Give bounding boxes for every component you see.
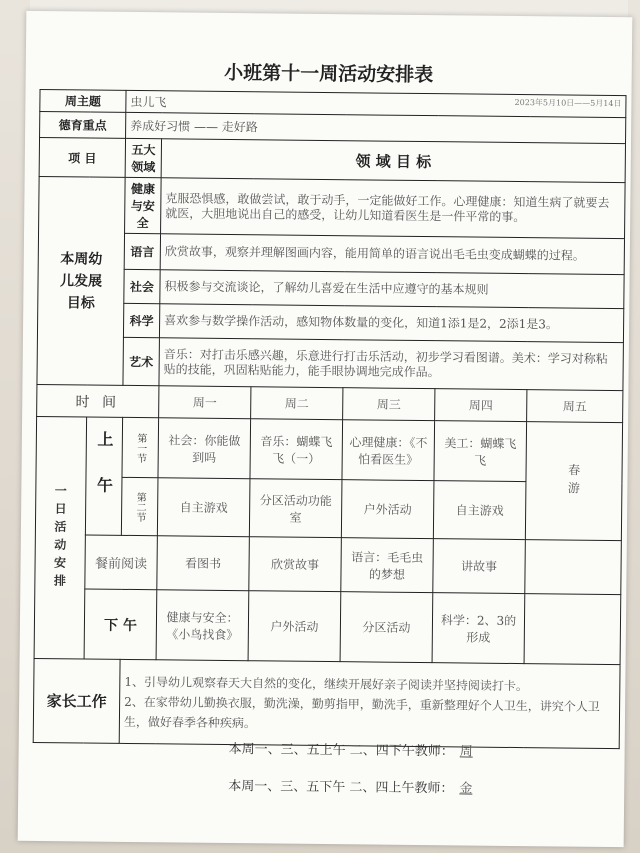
mon-pm: 健康与安全：《小鸟找食》: [156, 590, 249, 661]
page-title: 小班第十一周活动安排表: [224, 61, 434, 87]
mon-meal: 看图书: [157, 536, 250, 591]
date-range: 2023年5月10日——5月14日: [514, 97, 622, 109]
moral-label: 德育重点: [40, 111, 126, 138]
areas-header: 五大领域: [125, 138, 161, 177]
time-header: 时 间: [37, 384, 159, 417]
day-thu: 周四: [435, 389, 527, 422]
fri-pm: [524, 594, 621, 665]
mon-s1: 社会：你能做到吗: [158, 418, 251, 479]
schedule-table: [33, 89, 627, 749]
signature-name-2: 金: [459, 781, 473, 797]
tue-meal: 欣赏故事: [249, 537, 342, 592]
thu-s1: 美工：蝴蝶飞飞: [434, 421, 527, 482]
tue-pm: 户外活动: [248, 591, 341, 662]
wed-s1: 心理健康：《不怕看医生》: [342, 420, 435, 481]
domain-name-art: 艺术: [123, 337, 160, 385]
day-fri: 周五: [527, 390, 623, 423]
domain-text-society: 积极参与交流谈论，了解幼儿喜爱在生活中应遵守的基本规则: [160, 270, 624, 309]
domain-text-art: 音乐：对打击乐感兴趣，乐意进行打击乐活动，初步学习看图谱。美术：学习对称粘贴的技能，巩固粘贴能力，能手眼协调地完成作品。: [159, 338, 624, 391]
fri-meal: [525, 540, 622, 595]
domain-text-health: 克服恐惧感，敢做尝试，敢于动手，一定能做好工作。心理健康：知道生病了就要去就医，大胆地说出自己的感受，让幼儿知道看医生是一件平常的事。: [161, 178, 626, 239]
mon-s2: 自主游戏: [157, 478, 250, 537]
moral-value: 养成好习惯 —— 走好路: [126, 112, 626, 143]
signature-line-2: 本周一、三、五下午 二、四上午教师： 金: [228, 775, 478, 797]
parents-item-1: 1、引导幼儿观察春天大自然的变化，继续开展好亲子阅读并坚持阅读打卡。: [124, 674, 529, 693]
parents-label: 家长工作: [33, 658, 120, 743]
fri-spring-outing: 春游: [525, 422, 622, 541]
wed-meal: 语言：毛毛虫的梦想: [341, 538, 434, 593]
signature-name-1: 周: [459, 744, 473, 760]
goals-label: 本周幼儿发展目标: [37, 176, 125, 385]
parents-content: [119, 659, 620, 748]
thu-meal: 讲故事: [433, 539, 526, 594]
schedule-sheet: [18, 11, 633, 847]
day-mon: 周一: [159, 386, 251, 419]
tue-s2: 分区活动功能室: [249, 479, 342, 538]
domain-name-society: 社会: [124, 269, 160, 303]
morning-label: 上午: [85, 417, 122, 535]
goals-header: 领 域 目 标: [161, 139, 625, 183]
daily-schedule-label: 一日活动安排: [34, 416, 87, 659]
thu-pm: 科学：2、3的形成: [432, 593, 525, 664]
day-wed: 周三: [343, 388, 435, 421]
domain-text-science: 喜欢参与数学操作活动，感知物体数量的变化，知道1添1是2，2添1是3。: [159, 304, 623, 343]
domain-name-language: 语言: [124, 233, 160, 269]
domain-name-health: 健康与安全: [125, 177, 162, 233]
domain-name-science: 科学: [123, 303, 159, 337]
afternoon-label: 下 午: [84, 589, 157, 660]
before-meal-label: 餐前阅读: [85, 535, 158, 590]
section2-label: 第二节: [121, 477, 158, 535]
theme-value: 虫儿飞 2023年5月10日——5月14日: [126, 90, 626, 117]
thu-s2: 自主游戏: [433, 481, 526, 540]
day-tue: 周二: [251, 387, 343, 420]
theme-label: 周主题: [40, 89, 126, 112]
wed-pm: 分区活动: [340, 592, 433, 663]
tue-s1: 音乐：蝴蝶飞飞（一）: [250, 419, 343, 480]
parents-item-2: 2、在家带幼儿勤换衣服，勤洗澡，勤剪指甲，勤洗手，重新整理好个人卫生，讲究个人卫生，做好春季各种疾病。: [123, 694, 600, 730]
wed-s2: 户外活动: [341, 480, 434, 539]
section1-label: 第一节: [122, 417, 159, 477]
item-header: 项 目: [39, 137, 125, 177]
signature-line-1: 本周一、三、五上午 二、四下午教师： 周: [229, 738, 479, 760]
domain-text-language: 欣赏故事，观察并理解图画内容，能用简单的语言说出毛毛虫变成蝴蝶的过程。: [160, 234, 624, 275]
